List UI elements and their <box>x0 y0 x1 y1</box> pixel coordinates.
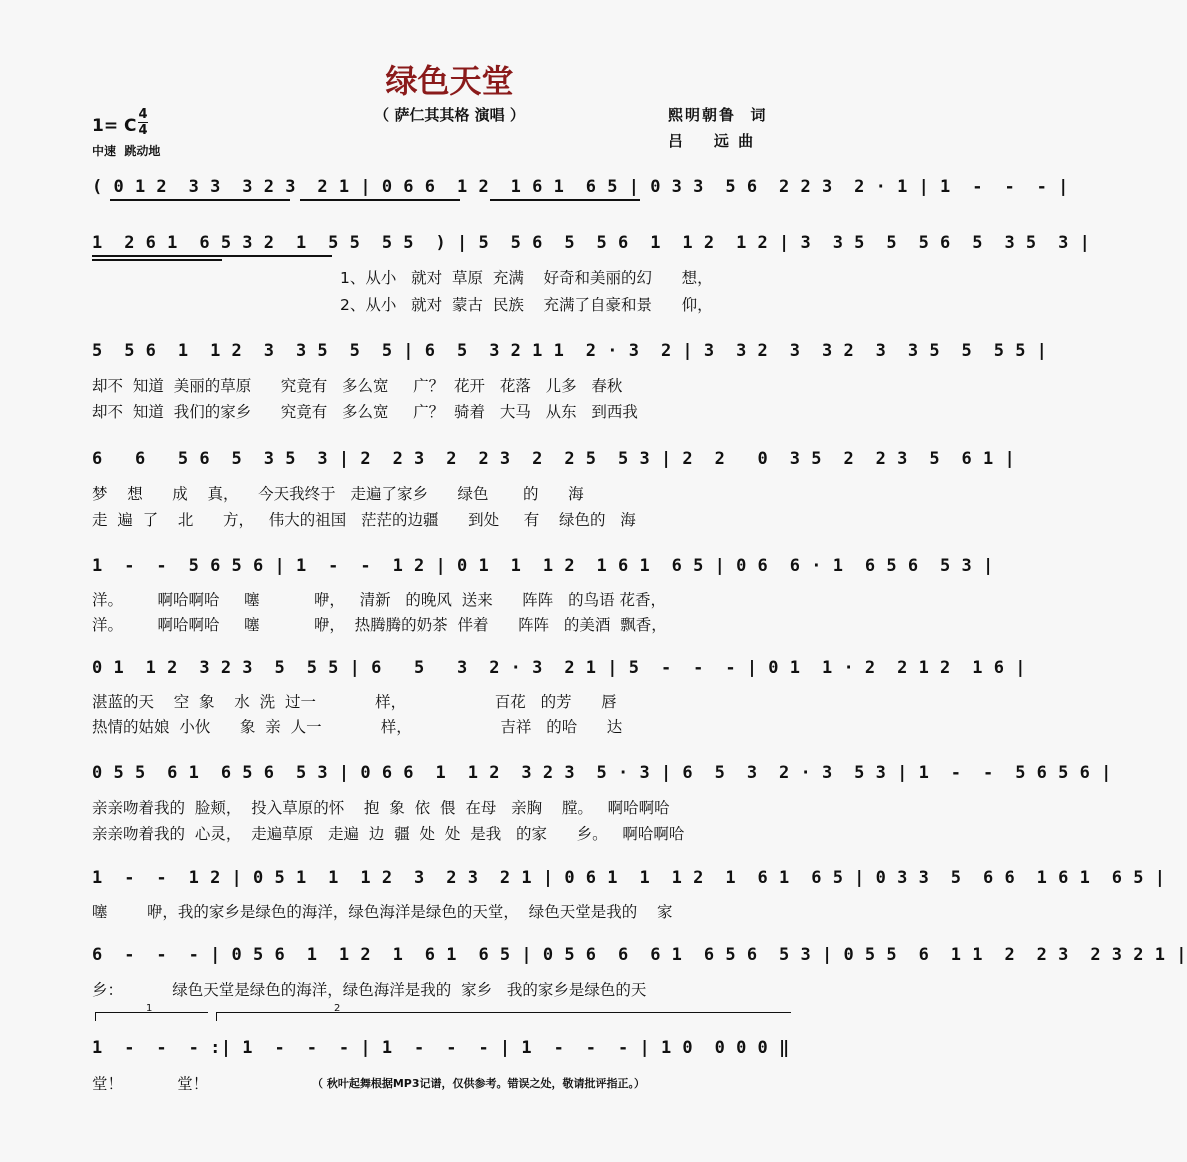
notation-line-5: 1 - - 5 6 5 6 | 1 - - 1 2 | 0 1 1 1 2 1 6 1 6 5 | 0 6 6 · 1 6 5 6 5 3 | <box>92 556 994 576</box>
time-sig-top: 4 <box>138 107 148 122</box>
lyric-line-4a: 梦 想 成 真， 今天我终于 走遍了家乡 绿色 的 海 <box>92 485 584 503</box>
volta-first-label: 1 <box>146 1003 153 1014</box>
notation-line-8: 1 - - 1 2 | 0 5 1 1 1 2 3 2 3 2 1 | 0 6 1 1 1 2 1 6 1 6 5 | 0 3 3 5 6 6 1 6 1 6 5 | <box>92 868 1166 888</box>
tempo-marking: 中速 跳动地 <box>92 144 161 158</box>
lyric-line-5a: 洋。 啊哈啊哈 噻 咿， 清新 的晚风 送来 阵阵 的鸟语 花香， <box>92 591 667 609</box>
beam-line <box>92 255 332 257</box>
lyric-line-6a: 湛蓝的天 空 象 水 洗 过一 样， 百花 的芳 唇 <box>92 693 617 711</box>
song-title: 绿色天堂 <box>385 62 514 100</box>
lyric-line-3b: 却不 知道 我们的家乡 究竟有 多么宽 广？ 骑着 大马 从东 到西我 <box>92 403 638 421</box>
lyric-line-9a: 乡： 绿色天堂是绿色的海洋，绿色海洋是我的 家乡 我的家乡是绿色的天 <box>92 981 647 999</box>
notation-line-10: 1 - - - :| 1 - - - | 1 - - - | 1 - - - | 1 0 0 0 0 ‖ <box>92 1038 790 1058</box>
key-signature: 1= C <box>92 116 137 136</box>
lyric-line-2b: 2、从小 就对 蒙古 民族 充满了自豪和景 仰， <box>340 296 713 314</box>
time-sig-bottom: 4 <box>138 123 148 138</box>
lyric-line-8a: 噻 咿，我的家乡是绿色的海洋，绿色海洋是绿色的天堂， 绿色天堂是我的 家 <box>92 903 673 921</box>
notation-line-4: 6 6 5 6 5 3 5 3 | 2 2 3 2 2 3 2 2 5 5 3 | 2 2 0 3 5 2 2 3 5 6 1 | <box>92 449 1016 469</box>
beam-line <box>92 259 222 261</box>
volta-second-bracket <box>216 1012 791 1021</box>
notation-line-7: 0 5 5 6 1 6 5 6 5 3 | 0 6 6 1 1 2 3 2 3 5 · 3 | 6 5 3 2 · 3 5 3 | 1 - - 5 6 5 6 | <box>92 763 1112 783</box>
time-signature <box>138 108 148 137</box>
notation-line-9: 6 - - - | 0 5 6 1 1 2 1 6 1 6 5 | 0 5 6 6 6 1 6 5 6 5 3 | 0 5 5 6 1 1 2 2 3 2 3 2 1 | <box>92 945 1187 965</box>
lyricist-credit: 熙明朝鲁 词 <box>668 106 768 124</box>
notation-line-2: 1 2 6 1 6 5 3 2 1 5 5 5 5 ) | 5 5 6 5 5 6 1 1 2 1 2 | 3 3 5 5 5 6 5 3 5 3 | <box>92 233 1091 253</box>
notation-line-3: 5 5 6 1 1 2 3 3 5 5 5 | 6 5 3 2 1 1 2 · 3 2 | 3 3 2 3 3 2 3 3 5 5 5 5 | <box>92 341 1048 361</box>
singer-credit: （ 萨仁其其格 演唱 ） <box>374 106 525 124</box>
lyric-line-2a: 1、从小 就对 草原 充满 好奇和美丽的幻 想， <box>340 269 713 287</box>
lyric-line-5b: 洋。 啊哈啊哈 噻 咿， 热腾腾的奶茶 伴着 阵阵 的美酒 飘香， <box>92 616 667 634</box>
lyric-line-6b: 热情的姑娘 小伙 象 亲 人一 样， 吉祥 的哈 达 <box>92 718 623 736</box>
transcription-footnote: （ 秋叶起舞根据MP3记谱，仅供参考。错误之处，敬请批评指正。） <box>312 1077 645 1090</box>
lyric-line-3a: 却不 知道 美丽的草原 究竟有 多么宽 广？ 花开 花落 儿多 春秋 <box>92 377 623 395</box>
volta-second-label: 2 <box>334 1003 341 1014</box>
lyric-line-7b: 亲亲吻着我的 心灵， 走遍草原 走遍 边 疆 处 处 是我 的家 乡。 啊哈啊哈 <box>92 825 685 843</box>
beam-line <box>490 199 640 201</box>
notation-line-1: ( 0 1 2 3 3 3 2 3 2 1 | 0 6 6 1 2 1 6 1 6 5 | 0 3 3 5 6 2 2 3 2 · 1 | 1 - - - | <box>92 177 1069 197</box>
beam-line <box>110 199 290 201</box>
beam-line <box>300 199 460 201</box>
composer-credit: 吕 远 曲 <box>668 132 756 150</box>
lyric-line-10a: 堂！ 堂！ <box>92 1075 209 1093</box>
lyric-line-7a: 亲亲吻着我的 脸颊， 投入草原的怀 抱 象 依 偎 在母 亲胸 膛。 啊哈啊哈 <box>92 799 670 817</box>
notation-line-6: 0 1 1 2 3 2 3 5 5 5 | 6 5 3 2 · 3 2 1 | 5 - - - | 0 1 1 · 2 2 1 2 1 6 | <box>92 658 1026 678</box>
lyric-line-4b: 走 遍 了 北 方， 伟大的祖国 茫茫的边疆 到处 有 绿色的 海 <box>92 511 636 529</box>
